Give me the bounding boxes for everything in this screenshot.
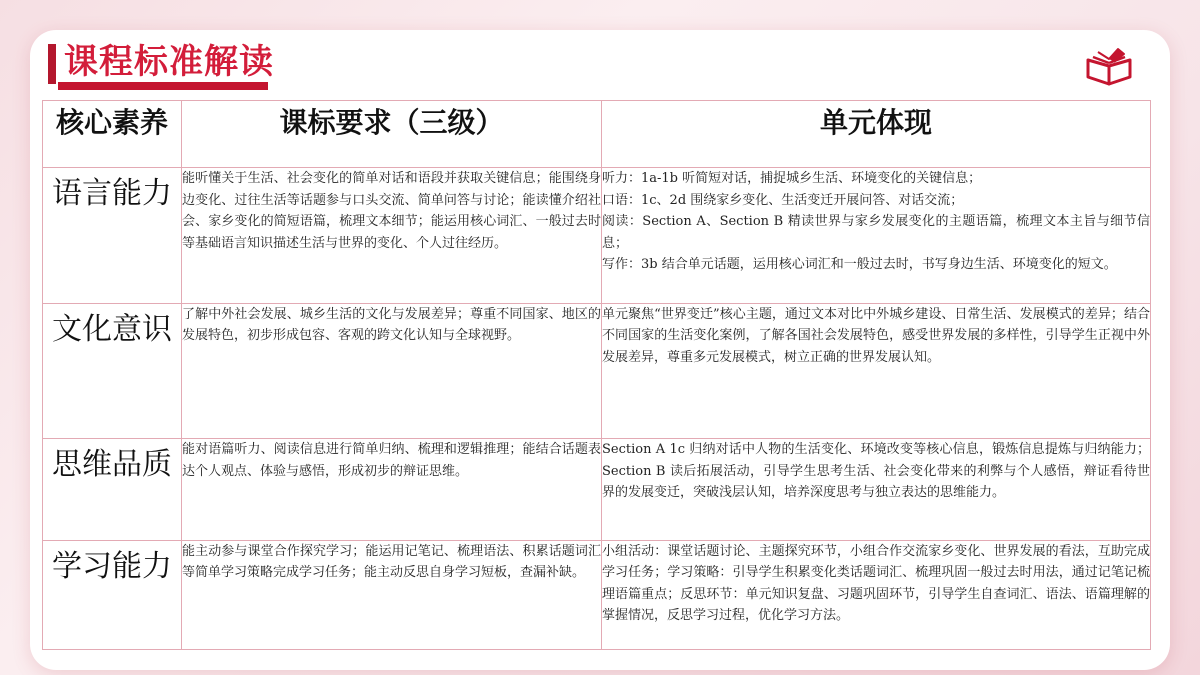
unit-line: 单元聚焦“世界变迁”核心主题，通过文本对比中外城乡建设、日常生活、发展模式的差异；结合不同国家的生活变化案例，了解各国社会发展特色，感受世界发展的多样性，引导学生正视中外发展差异，尊重多元发展模式，树立正确的世界发展认知。: [602, 306, 1150, 365]
unit-line: Section A 1c 归纳对话中人物的生活变化、环境改变等核心信息，锻炼信息提炼与归纳能力；Section B 读后拓展活动，引导学生思考生活、社会变化带来的利弊与个人感悟，辩证看待世界的发展变迁，突破浅层认知，培养深度思考与独立表达的思维能力。: [602, 442, 1150, 501]
slide-title: 课程标准解读: [64, 42, 274, 82]
unit-line: 听力：1a-1b 听简短对话，捕捉城乡生活、环境变化的关键信息；: [602, 171, 982, 187]
table-row: [43, 168, 1151, 303]
unit-cell: [602, 439, 1151, 540]
requirement-cell: 能听懂关于生活、社会变化的简单对话和语段并获取关键信息；能围绕身边变化、过往生活等话题参与口头交流、简单问答与讨论；能读懂介绍社会、家乡变化的简短语篇，梳理文本细节；能运用核心词汇、一般过去时等基础语言知识描述生活与世界的变化、个人过往经历。: [182, 168, 602, 303]
category-cell: 学习能力: [43, 540, 182, 649]
title-underline: [58, 82, 268, 90]
header-unit-embodiment: 单元体现: [602, 101, 1151, 168]
requirement-cell: 能对语篇听力、阅读信息进行简单归纳、梳理和逻辑推理；能结合话题表达个人观点、体验与感悟，形成初步的辩证思维。: [182, 439, 602, 540]
requirement-cell: 能主动参与课堂合作探究学习；能运用记笔记、梳理语法、积累话题词汇等简单学习策略完成学习任务；能主动反思自身学习短板，查漏补缺。: [182, 540, 602, 649]
unit-line: 写作：3b 结合单元话题，运用核心词汇和一般过去时，书写身边生活、环境变化的短文。: [602, 257, 1117, 273]
header-core-literacy: 核心素养: [43, 101, 182, 168]
unit-cell: [602, 168, 1151, 303]
curriculum-table: [42, 100, 1151, 650]
requirement-cell: 了解中外社会发展、城乡生活的文化与发展差异；尊重不同国家、地区的发展特色，初步形成包容、客观的跨文化认知与全球视野。: [182, 303, 602, 438]
unit-line: 小组活动：课堂话题讨论、主题探究环节，小组合作交流家乡变化、世界发展的看法，互助完成学习任务；学习策略：引导学生积累变化类话题词汇、梳理巩固一般过去时用法，通过记笔记梳理语篇重点；反思环节：单元知识复盘、习题巩固环节，引导学生自查词汇、语法、语篇理解的掌握情况，反思学习过程，优化学习方法。: [602, 543, 1150, 624]
open-book-icon: [1084, 46, 1134, 86]
unit-line: 阅读：Section A、Section B 精读世界与家乡发展变化的主题语篇，梳理文本主旨与细节信息；: [602, 214, 1150, 251]
unit-cell: [602, 540, 1151, 649]
header-standard-requirement: 课标要求（三级）: [182, 101, 602, 168]
category-cell: 思维品质: [43, 439, 182, 540]
table-row: [43, 439, 1151, 540]
table-row: [43, 303, 1151, 438]
table-row: [43, 540, 1151, 649]
title-accent-bar: [48, 44, 56, 84]
unit-cell: [602, 303, 1151, 438]
category-cell: 语言能力: [43, 168, 182, 303]
table-header-row: [43, 101, 1151, 168]
unit-line: 口语：1c、2d 围绕家乡变化、生活变迁开展问答、对话交流；: [602, 192, 964, 208]
category-cell: 文化意识: [43, 303, 182, 438]
